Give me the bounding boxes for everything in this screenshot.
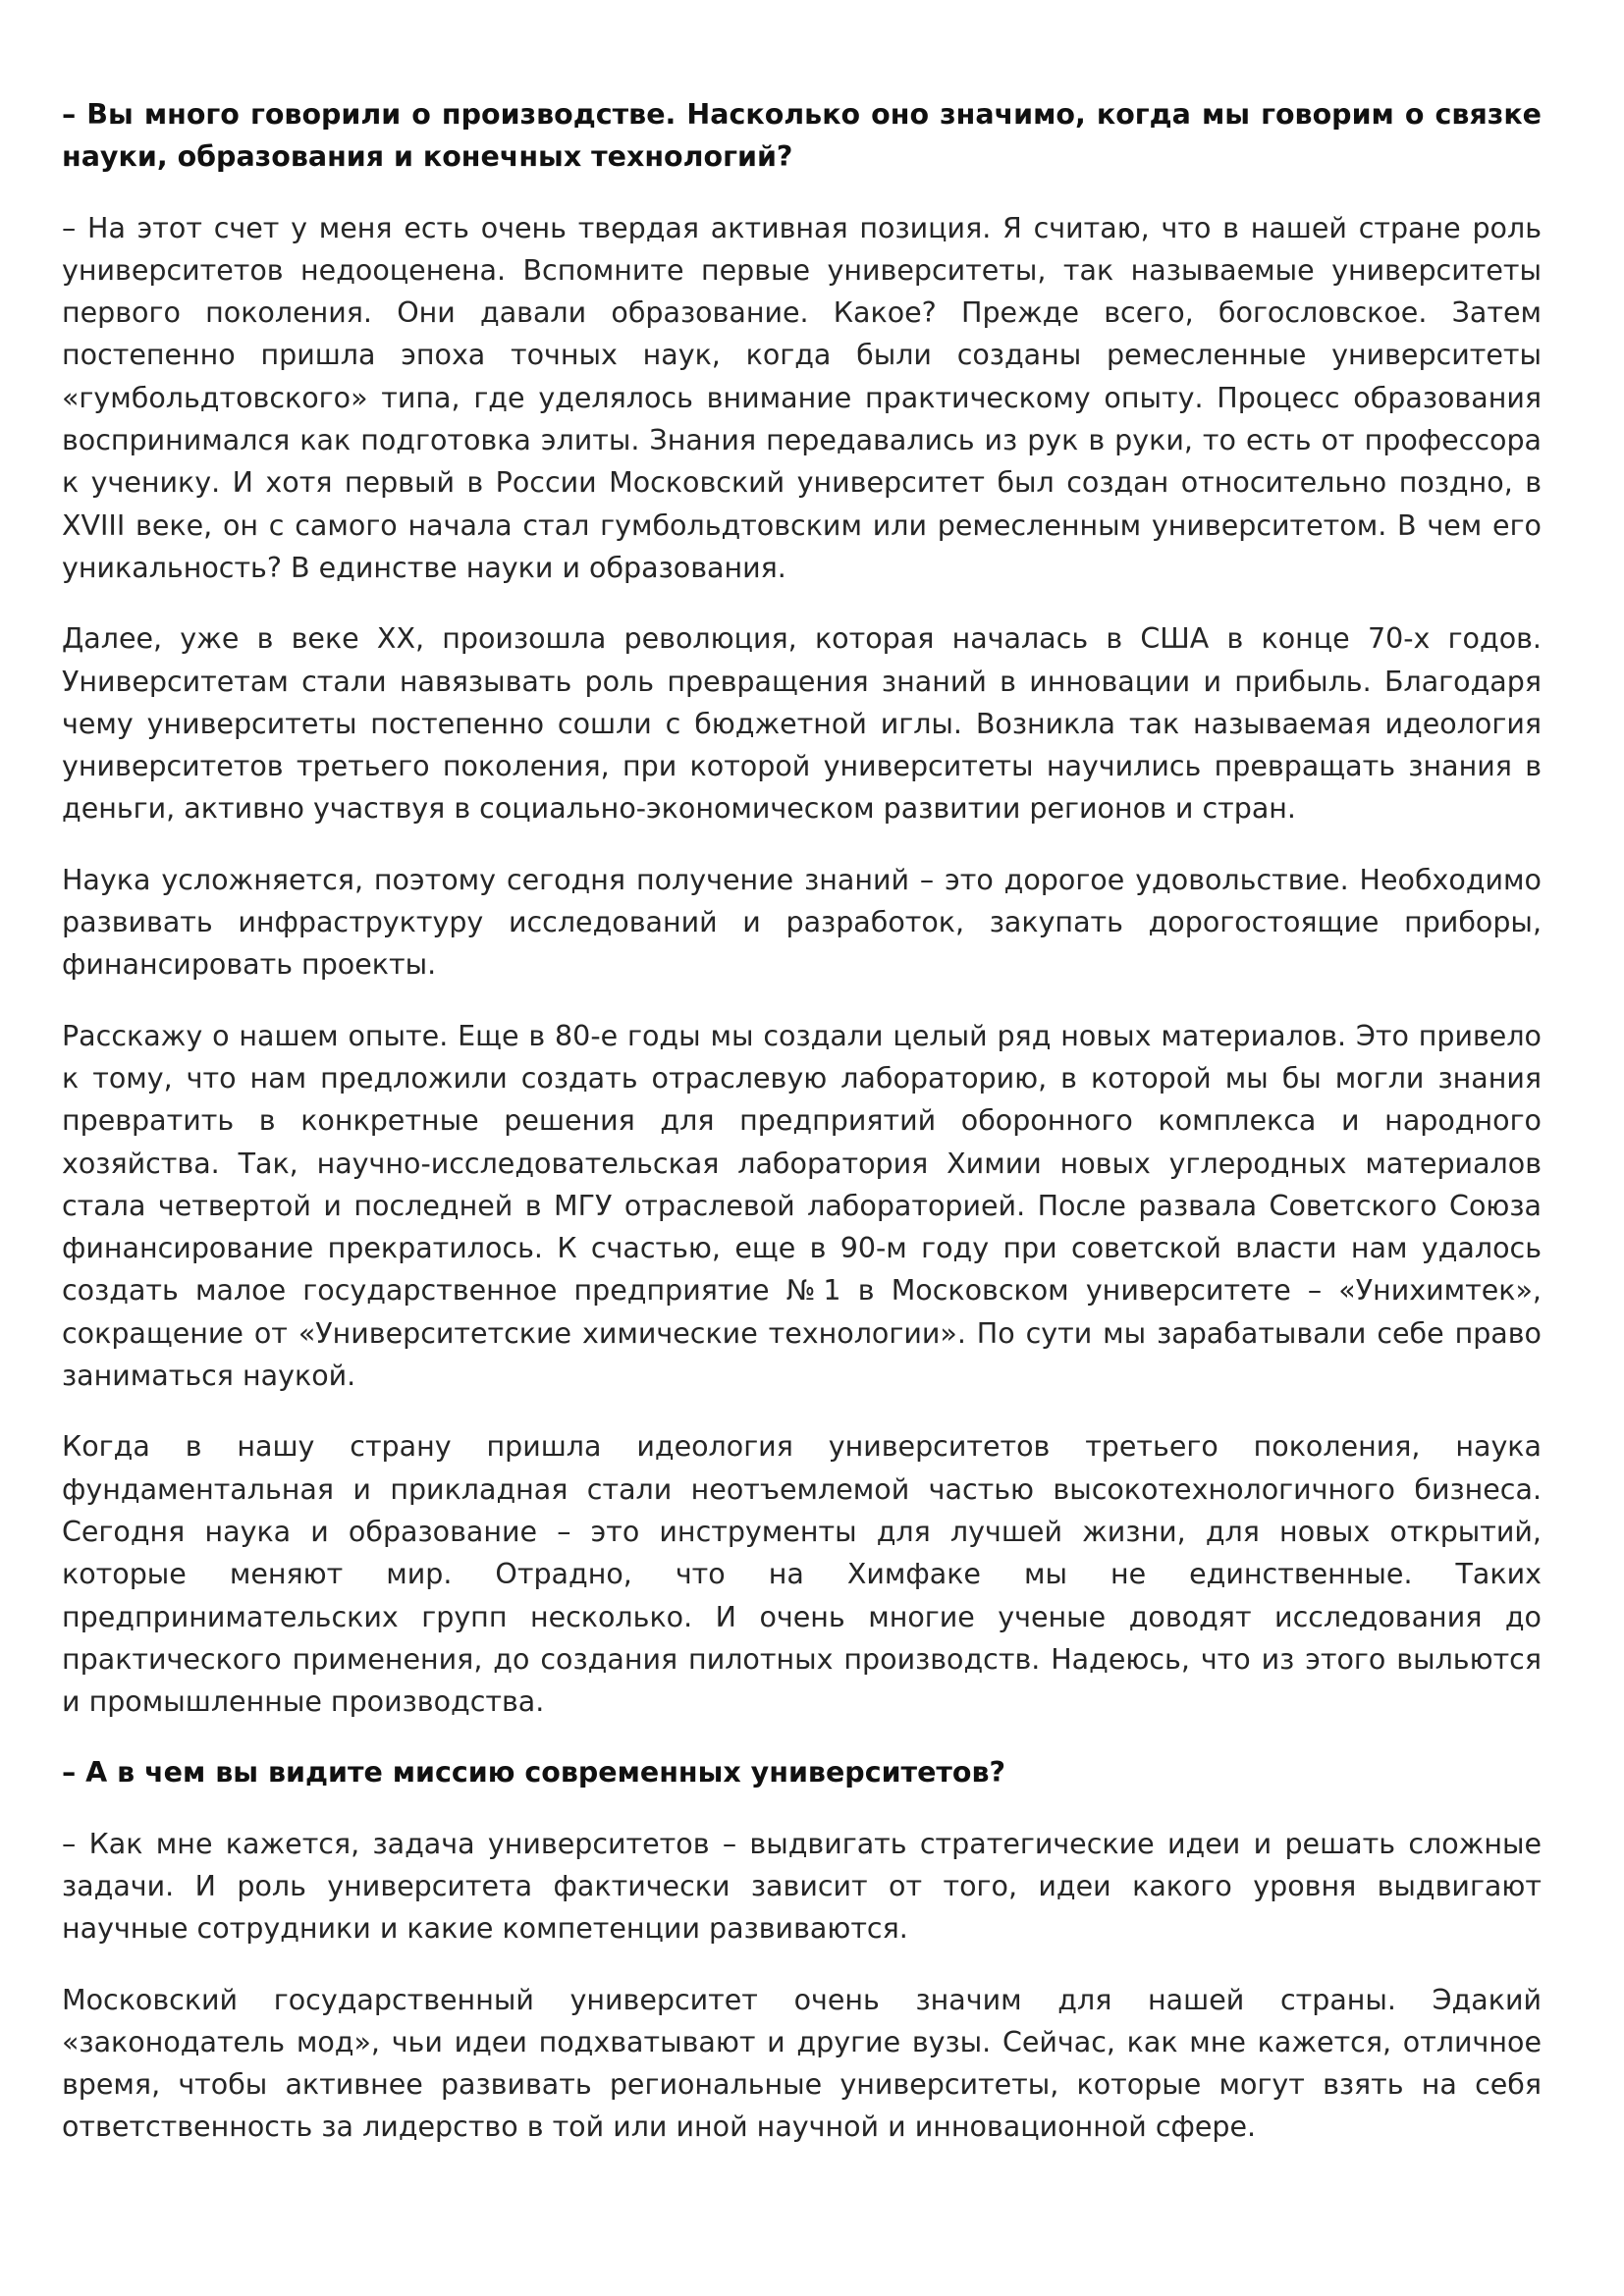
answer-third-generation: Далее, уже в веке XX, произошла революция, которая началась в США в конце 70-х годов. Университетам стали навязывать роль превращения знаний в инновации и прибыль. Благодаря чему университеты постепенно сошли с бюджетной иглы. Возникла так называемая идеология университетов третьего поколения, при которой университеты научились превращать знания в деньги, активно участвуя в социально-экономическом развитии регионов и стран. <box>62 622 1542 826</box>
answer-universities-history: – На этот счет у меня есть очень твердая активная позиция. Я считаю, что в нашей стране роль университетов недооценена. Вспомните первые университеты, так называемые университеты первого поколения. Они давали образование. Какое? Прежде всего, богословское. Затем постепенно пришла эпоха точных наук, когда были созданы ремесленные университеты «гумбольдтовского» типа, где уделялось внимание практическому опыту. Процесс образования воспринимался как подготовка элиты. Знания передавались из рук в руки, то есть от профессора к ученику. И хотя первый в России Московский университет был создан относительно поздно, в XVIII веке, он с самого начала стал гумбольдтовским или ремесленным университетом. В чем его уникальность? В единстве науки и образования. <box>62 211 1542 584</box>
article-body <box>62 93 1542 2177</box>
answer-mission-task: – Как мне кажется, задача университетов – выдвигать стратегические идеи и решать сложные задачи. И роль университета фактически зависит от того, идеи какого уровня выдвигают научные сотрудники и какие компетенции развиваются. <box>62 1827 1542 1946</box>
question-mission: – А в чем вы видите миссию современных университетов? <box>62 1756 1006 1789</box>
answer-entrepreneurship: Когда в нашу страну пришла идеология университетов третьего поколения, наука фундаментальная и прикладная стали неотъемлемой частью высокотехнологичного бизнеса. Сегодня наука и образование – это инструменты для лучшей жизни, для новых открытий, которые меняют мир. Отрадно, что на Химфаке мы не единственные. Таких предпринимательских групп несколько. И очень многие ученые доводят исследования до практического применения, до создания пилотных производств. Надеюсь, что из этого выльются и промышленные производства. <box>62 1430 1542 1719</box>
answer-science-cost: Наука усложняется, поэтому сегодня получение знаний – это дорогое удовольствие. Необходимо развивать инфраструктуру исследований и разработок, закупать дорогостоящие приборы, финансировать проекты. <box>62 863 1542 982</box>
question-production: – Вы много говорили о производстве. Насколько оно значимо, когда мы говорим о связке науки, образования и конечных технологий? <box>62 98 1542 174</box>
answer-msu-role: Московский государственный университет очень значим для нашей страны. Эдакий «законодатель мод», чьи идеи подхватывают и другие вузы. Сейчас, как мне кажется, отличное время, чтобы активнее развивать региональные университеты, которые могут взять на себя ответственность за лидерство в той или иной научной и инновационной сфере. <box>62 1983 1542 2144</box>
answer-our-experience: Расскажу о нашем опыте. Еще в 80-е годы мы создали целый ряд новых материалов. Это привело к тому, что нам предложили создать отраслевую лабораторию, в которой мы бы могли знания превратить в конкретные решения для предприятий оборонного комплекса и народного хозяйства. Так, научно-исследовательская лаборатория Химии новых углеродных материалов стала четвертой и последней в МГУ отраслевой лабораторией. После развала Советского Союза финансирование прекратилось. К счастью, еще в 90-м году при советской власти нам удалось создать малое государственное предприятие №1 в Московском университете – «Унихимтек», сокращение от «Университетские химические технологии». По сути мы зарабатывали себе право заниматься наукой. <box>62 1019 1542 1393</box>
